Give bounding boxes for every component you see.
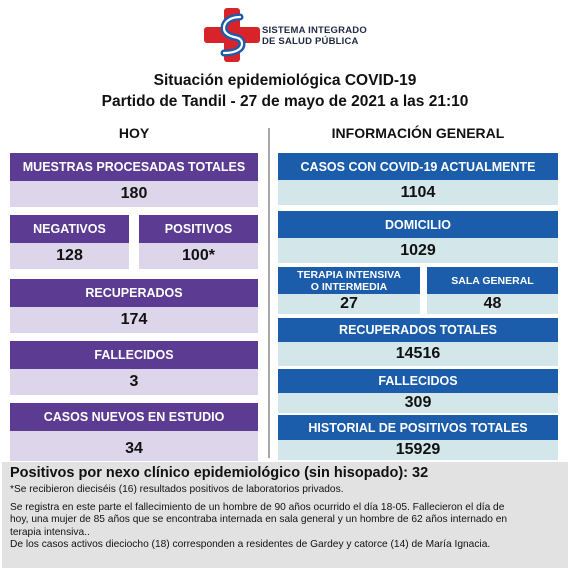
recuperados-totales-label: RECUPERADOS TOTALES [278,318,558,342]
fallecidos-totales-label: FALLECIDOS [278,369,558,393]
logo-line2: DE SALUD PÚBLICA [262,36,359,47]
casos-estudio-value: 34 [10,431,258,461]
recuperados-hoy-value: 174 [10,307,258,333]
sala-general-value: 48 [427,294,558,314]
health-cross-logo-icon [204,8,260,62]
positivos-value: 100* [139,243,258,269]
casos-activos-label: CASOS CON COVID-19 ACTUALMENTE [278,153,558,180]
terapia-label [278,267,420,294]
negativos-value: 128 [10,243,129,269]
domicilio-value: 1029 [278,238,558,263]
page-subtitle: Partido de Tandil - 27 de mayo de 2021 a las 21:10 [101,93,469,110]
fallecidos-totales-value: 309 [278,393,558,413]
fallecidos-hoy-label: FALLECIDOS [10,341,258,369]
muestras-label: MUESTRAS PROCESADAS TOTALES [10,153,258,181]
footer-notes [2,462,568,568]
hoy-heading: HOY [118,125,150,141]
recuperados-totales-value: 14516 [278,342,558,366]
historial-positivos-value: 15929 [278,440,558,460]
domicilio-label: DOMICILIO [278,211,558,238]
negativos-label: NEGATIVOS [10,215,129,243]
terapia-value: 27 [278,294,420,314]
historial-positivos-label: HISTORIAL DE POSITIVOS TOTALES [278,415,558,440]
nexo-clinico-headline: Positivos por nexo clínico epidemiológico (sin hisopado): 32 [10,465,429,481]
casos-activos-value: 1104 [278,180,558,205]
column-divider [268,128,270,458]
note-fallecimientos-line2: hoy, una mujer de 85 años que se encontraba internada en sala general y un hombre de 62 años internado en [10,514,508,526]
logo-line1: SISTEMA INTEGRADO [262,25,367,36]
terapia-label-line1: TERAPIA INTENSIVA [297,268,401,281]
general-heading: INFORMACIÓN GENERAL [331,125,505,141]
casos-estudio-label: CASOS NUEVOS EN ESTUDIO [10,403,258,431]
note-residentes: De los casos activos dieciocho (18) corresponden a residentes de Gardey y catorce (14) de María Ignacia. [10,538,491,550]
recuperados-hoy-label: RECUPERADOS [10,279,258,307]
muestras-value: 180 [10,181,258,207]
terapia-label-line2: O INTERMEDIA [310,280,388,293]
fallecidos-hoy-value: 3 [10,369,258,395]
note-fallecimientos-line3: terapia intensiva.. [10,526,90,538]
logo-text [262,25,367,47]
note-fallecimientos-line1: Se registra en este parte el fallecimiento de un hombre de 90 años ocurrido el día 18-05. Fallecieron el día de [10,502,505,514]
note-laboratorios: *Se recibieron dieciséis (16) resultados positivos de laboratorios privados. [10,484,344,495]
page-title: Situación epidemiológica COVID-19 [153,72,417,89]
positivos-label: POSITIVOS [139,215,258,243]
sala-general-label: SALA GENERAL [427,267,558,294]
